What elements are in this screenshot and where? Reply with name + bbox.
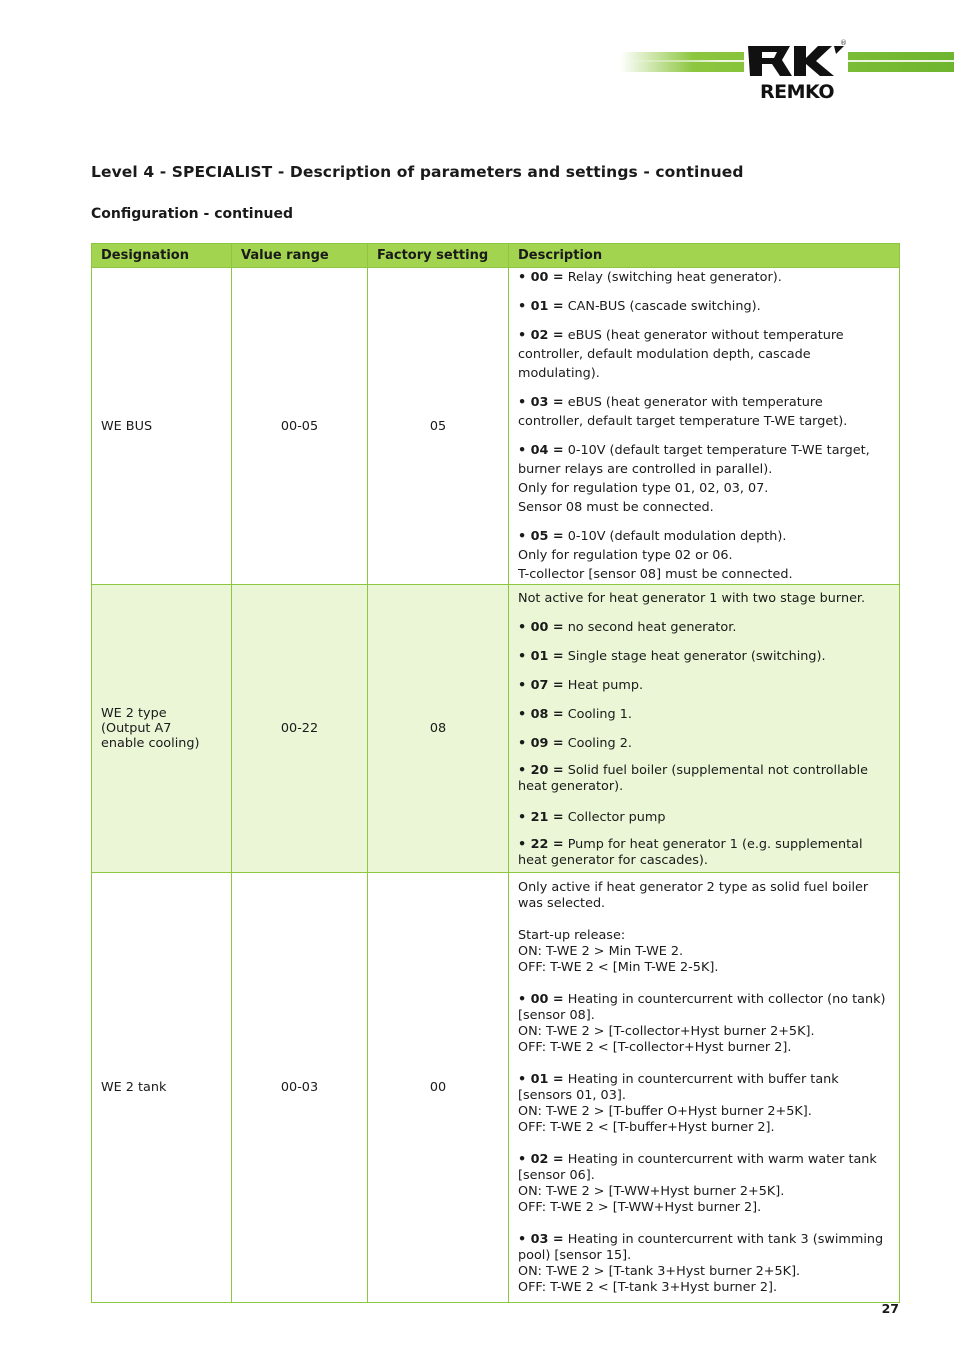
factory-setting-cell: 05 bbox=[368, 268, 509, 585]
parameters-table bbox=[91, 243, 900, 1303]
description-cell bbox=[509, 585, 900, 873]
description-item: • 01 = Heating in countercurrent with buffer tank [sensors 01, 03]. ON: T-WE 2 > [T-buffer O+Hyst burner 2+5K]. OFF: T-WE 2 < [T-buffer+Hyst burner 2]. bbox=[518, 1071, 839, 1135]
description-item: • 03 = Heating in countercurrent with tank 3 (swimming pool) [sensor 15]. ON: T-WE 2 > [T-tank 3+Hyst burner 2+5K]. OFF: T-WE 2 < [T-tank 3+Hyst burner 2]. bbox=[518, 1231, 884, 1295]
designation-cell: WE 2 type (Output A7 enable cooling) bbox=[92, 585, 232, 873]
value-range-cell: 00-05 bbox=[232, 268, 368, 585]
description-intro: Not active for heat generator 1 with two stage burner. bbox=[518, 590, 866, 606]
designation-cell: WE BUS bbox=[92, 268, 232, 585]
registered-mark: ® bbox=[840, 39, 847, 47]
description-item: • 00 = no second heat generator. bbox=[518, 619, 737, 635]
column-header-value-range: Value range bbox=[232, 244, 368, 268]
table-row bbox=[92, 268, 900, 585]
description-item: • 00 = Heating in countercurrent with collector (no tank) [sensor 08]. ON: T-WE 2 > [T-collector+Hyst burner 2+5K]. OFF: T-WE 2 < [T-collector+Hyst burner 2]. bbox=[518, 991, 886, 1055]
description-item: • 01 = Single stage heat generator (switching). bbox=[518, 648, 826, 664]
startup-release-block: Start-up release: ON: T-WE 2 > Min T-WE 2. OFF: T-WE 2 < [Min T-WE 2-5K]. bbox=[518, 927, 719, 975]
description-cell bbox=[509, 268, 900, 585]
description-item: • 05 = 0-10V (default modulation depth). Only for regulation type 02 or 06. T-collector [sensor 08] must be connected. bbox=[518, 529, 793, 582]
description-intro: Only active if heat generator 2 type as solid fuel boiler was selected. bbox=[518, 879, 869, 911]
remko-logo bbox=[744, 40, 848, 102]
description-item: • 22 = Pump for heat generator 1 (e.g. supplemental heat generator for cascades). bbox=[518, 836, 863, 868]
description-item: • 03 = eBUS (heat generator with temperature controller, default target temperature T-WE target). bbox=[518, 395, 848, 429]
remko-logo-mark-icon bbox=[746, 42, 846, 80]
designation-cell: WE 2 tank bbox=[92, 873, 232, 1303]
description-item: • 09 = Cooling 2. bbox=[518, 735, 632, 751]
table-row bbox=[92, 873, 900, 1303]
section-subtitle: Configuration - continued bbox=[91, 206, 294, 222]
description-item: • 20 = Solid fuel boiler (supplemental not controllable heat generator). bbox=[518, 762, 869, 794]
page-title: Level 4 - SPECIALIST - Description of parameters and settings - continued bbox=[91, 163, 744, 181]
table-row bbox=[92, 585, 900, 873]
description-item: • 08 = Cooling 1. bbox=[518, 706, 632, 722]
column-header-description: Description bbox=[509, 244, 900, 268]
logo-wordmark: REMKO bbox=[759, 81, 835, 103]
column-header-designation: Designation bbox=[92, 244, 232, 268]
description-item: • 00 = Relay (switching heat generator). bbox=[518, 270, 782, 285]
value-range-cell: 00-22 bbox=[232, 585, 368, 873]
description-cell bbox=[509, 873, 900, 1303]
page-number: 27 bbox=[881, 1301, 899, 1316]
table-header-row bbox=[92, 244, 900, 268]
description-item: • 01 = CAN-BUS (cascade switching). bbox=[518, 299, 761, 314]
column-header-factory-setting: Factory setting bbox=[368, 244, 509, 268]
value-range-cell: 00-03 bbox=[232, 873, 368, 1303]
description-item: • 07 = Heat pump. bbox=[518, 677, 644, 693]
factory-setting-cell: 08 bbox=[368, 585, 509, 873]
description-item: • 02 = eBUS (heat generator without temperature controller, default modulation depth, cascade modulating). bbox=[518, 328, 844, 381]
description-item: • 04 = 0-10V (default target temperature T-WE target, burner relays are controlled in parallel). Only for regulation type 01, 02, 03, 07. Sensor 08 must be connected. bbox=[518, 443, 870, 515]
factory-setting-cell: 00 bbox=[368, 873, 509, 1303]
description-item: • 21 = Collector pump bbox=[518, 809, 666, 825]
description-item: • 02 = Heating in countercurrent with warm water tank [sensor 06]. ON: T-WE 2 > [T-WW+Hyst burner 2+5K]. OFF: T-WE 2 > [T-WW+Hyst burner 2]. bbox=[518, 1151, 877, 1215]
